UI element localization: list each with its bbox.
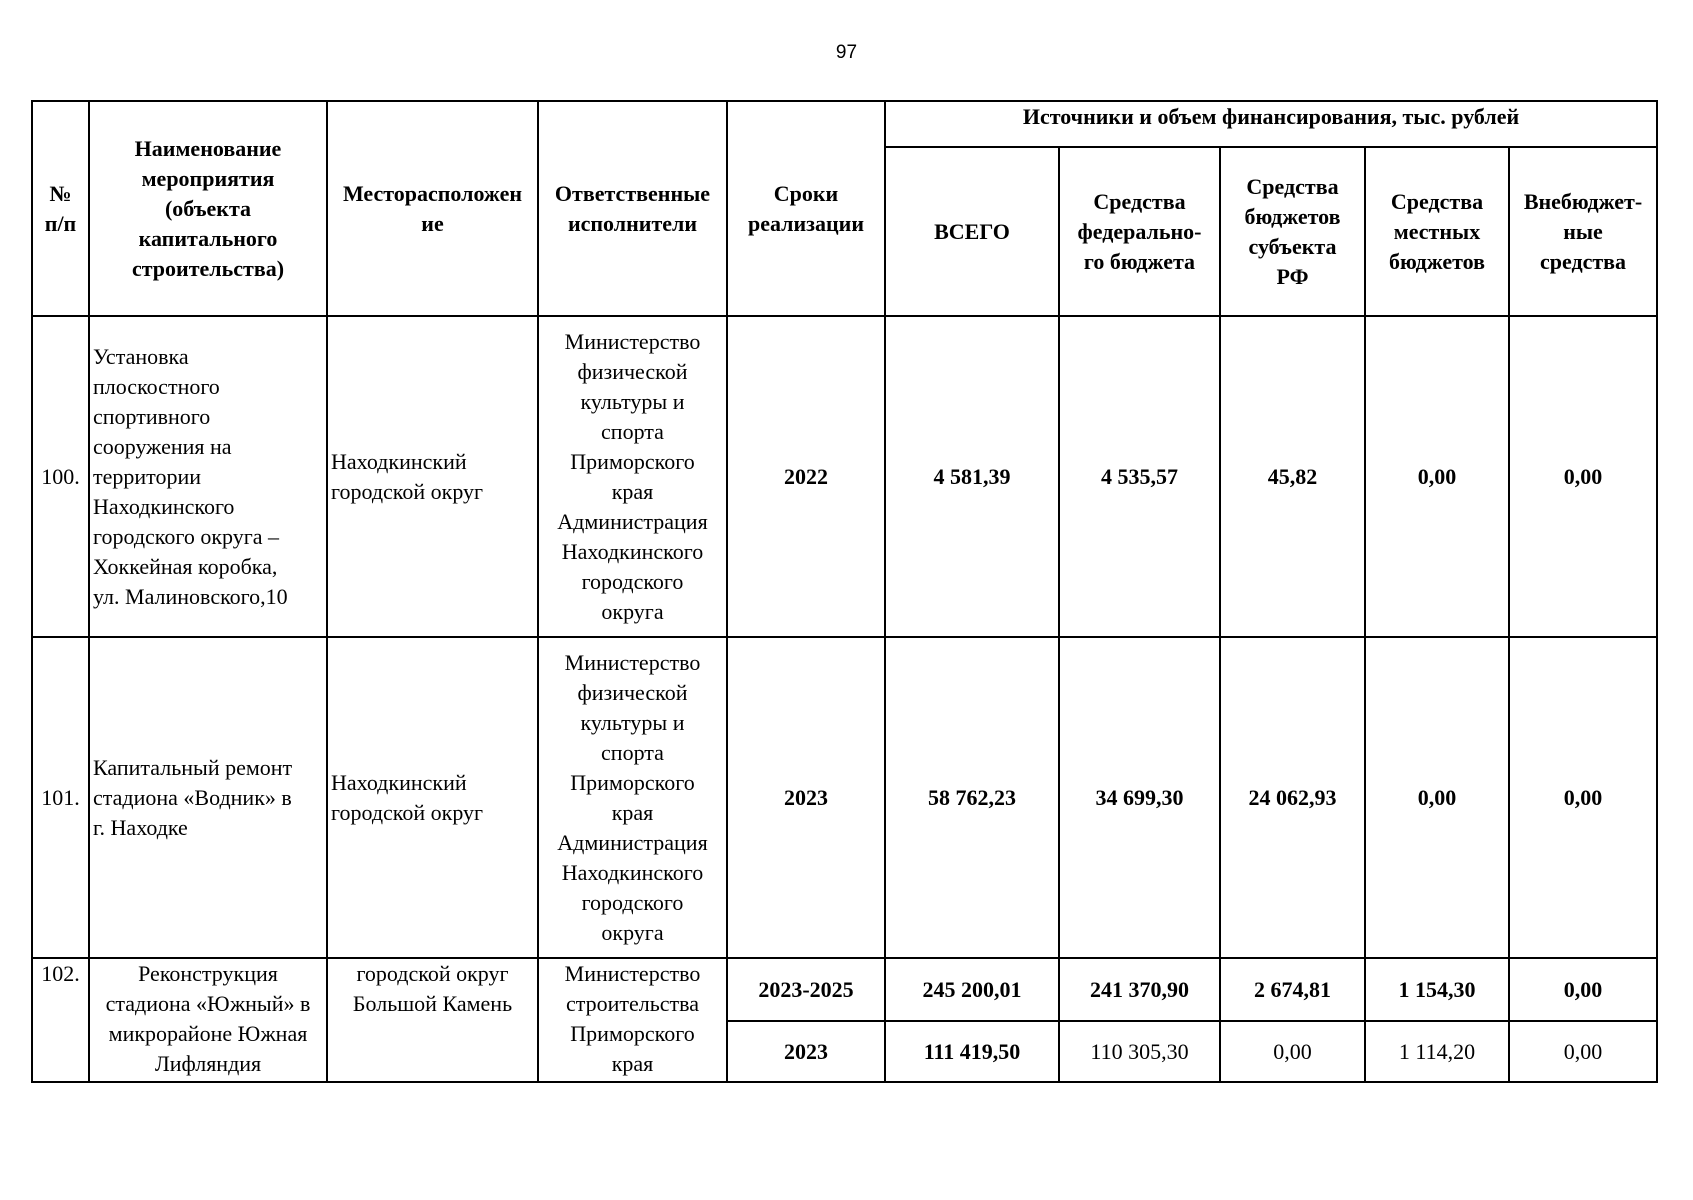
header-location: Месторасположен ие [327, 101, 538, 316]
row-federal: 110 305,30 [1059, 1021, 1220, 1082]
row-regional: 0,00 [1220, 1021, 1365, 1082]
row-location: Находкинский городской округ [327, 637, 538, 958]
row-extrabudget: 0,00 [1509, 1021, 1657, 1082]
header-regional: Средства бюджетов субъекта РФ [1220, 147, 1365, 316]
header-total: ВСЕГО [885, 147, 1059, 316]
row-responsible: Министерство физической культуры и спорта Приморского края Администрация Находкинского городского округа [538, 637, 727, 958]
row-location: городской округ Большой Камень [327, 958, 538, 1082]
header-federal: Средства федерально- го бюджета [1059, 147, 1220, 316]
table-row [32, 637, 1657, 958]
row-local: 0,00 [1365, 316, 1509, 637]
row-local: 1 154,30 [1365, 958, 1509, 1021]
header-terms: Сроки реализации [727, 101, 885, 316]
row-total: 111 419,50 [885, 1021, 1059, 1082]
row-local: 1 114,20 [1365, 1021, 1509, 1082]
row-num: 101. [32, 637, 89, 958]
row-total: 245 200,01 [885, 958, 1059, 1021]
row-location: Находкинский городской округ [327, 316, 538, 637]
header-local: Средства местных бюджетов [1365, 147, 1509, 316]
row-regional: 45,82 [1220, 316, 1365, 637]
header-extrabudget: Внебюджет- ные средства [1509, 147, 1657, 316]
page-number: 97 [835, 42, 858, 63]
row-federal: 241 370,90 [1059, 958, 1220, 1021]
header-funding-group: Источники и объем финансирования, тыс. рублей [885, 101, 1657, 147]
row-term: 2022 [727, 316, 885, 637]
row-responsible: Министерство физической культуры и спорта Приморского края Администрация Находкинского городского округа [538, 316, 727, 637]
row-total: 58 762,23 [885, 637, 1059, 958]
row-responsible: Министерство строительства Приморского края [538, 958, 727, 1082]
table-row [32, 316, 1657, 637]
header-num: № п/п [32, 101, 89, 316]
row-num: 100. [32, 316, 89, 637]
row-name: Установка плоскостного спортивного сооружения на территории Находкинского городского округа – Хоккейная коробка, ул. Малиновского,10 [89, 316, 327, 637]
row-local: 0,00 [1365, 637, 1509, 958]
row-term: 2023 [727, 1021, 885, 1082]
row-regional: 24 062,93 [1220, 637, 1365, 958]
row-regional: 2 674,81 [1220, 958, 1365, 1021]
row-name: Капитальный ремонт стадиона «Водник» в г. Находке [89, 637, 327, 958]
row-federal: 34 699,30 [1059, 637, 1220, 958]
header-row-1 [32, 101, 1657, 147]
table-row [32, 958, 1657, 1021]
row-term: 2023-2025 [727, 958, 885, 1021]
row-total: 4 581,39 [885, 316, 1059, 637]
row-name: Реконструкция стадиона «Южный» в микрорайоне Южная Лифляндия [89, 958, 327, 1082]
header-name: Наименование мероприятия (объекта капитального строительства) [89, 101, 327, 316]
row-extrabudget: 0,00 [1509, 316, 1657, 637]
row-term: 2023 [727, 637, 885, 958]
funding-table [31, 100, 1658, 1083]
row-extrabudget: 0,00 [1509, 637, 1657, 958]
row-federal: 4 535,57 [1059, 316, 1220, 637]
row-num: 102. [32, 958, 89, 1082]
row-extrabudget: 0,00 [1509, 958, 1657, 1021]
header-responsible: Ответственные исполнители [538, 101, 727, 316]
